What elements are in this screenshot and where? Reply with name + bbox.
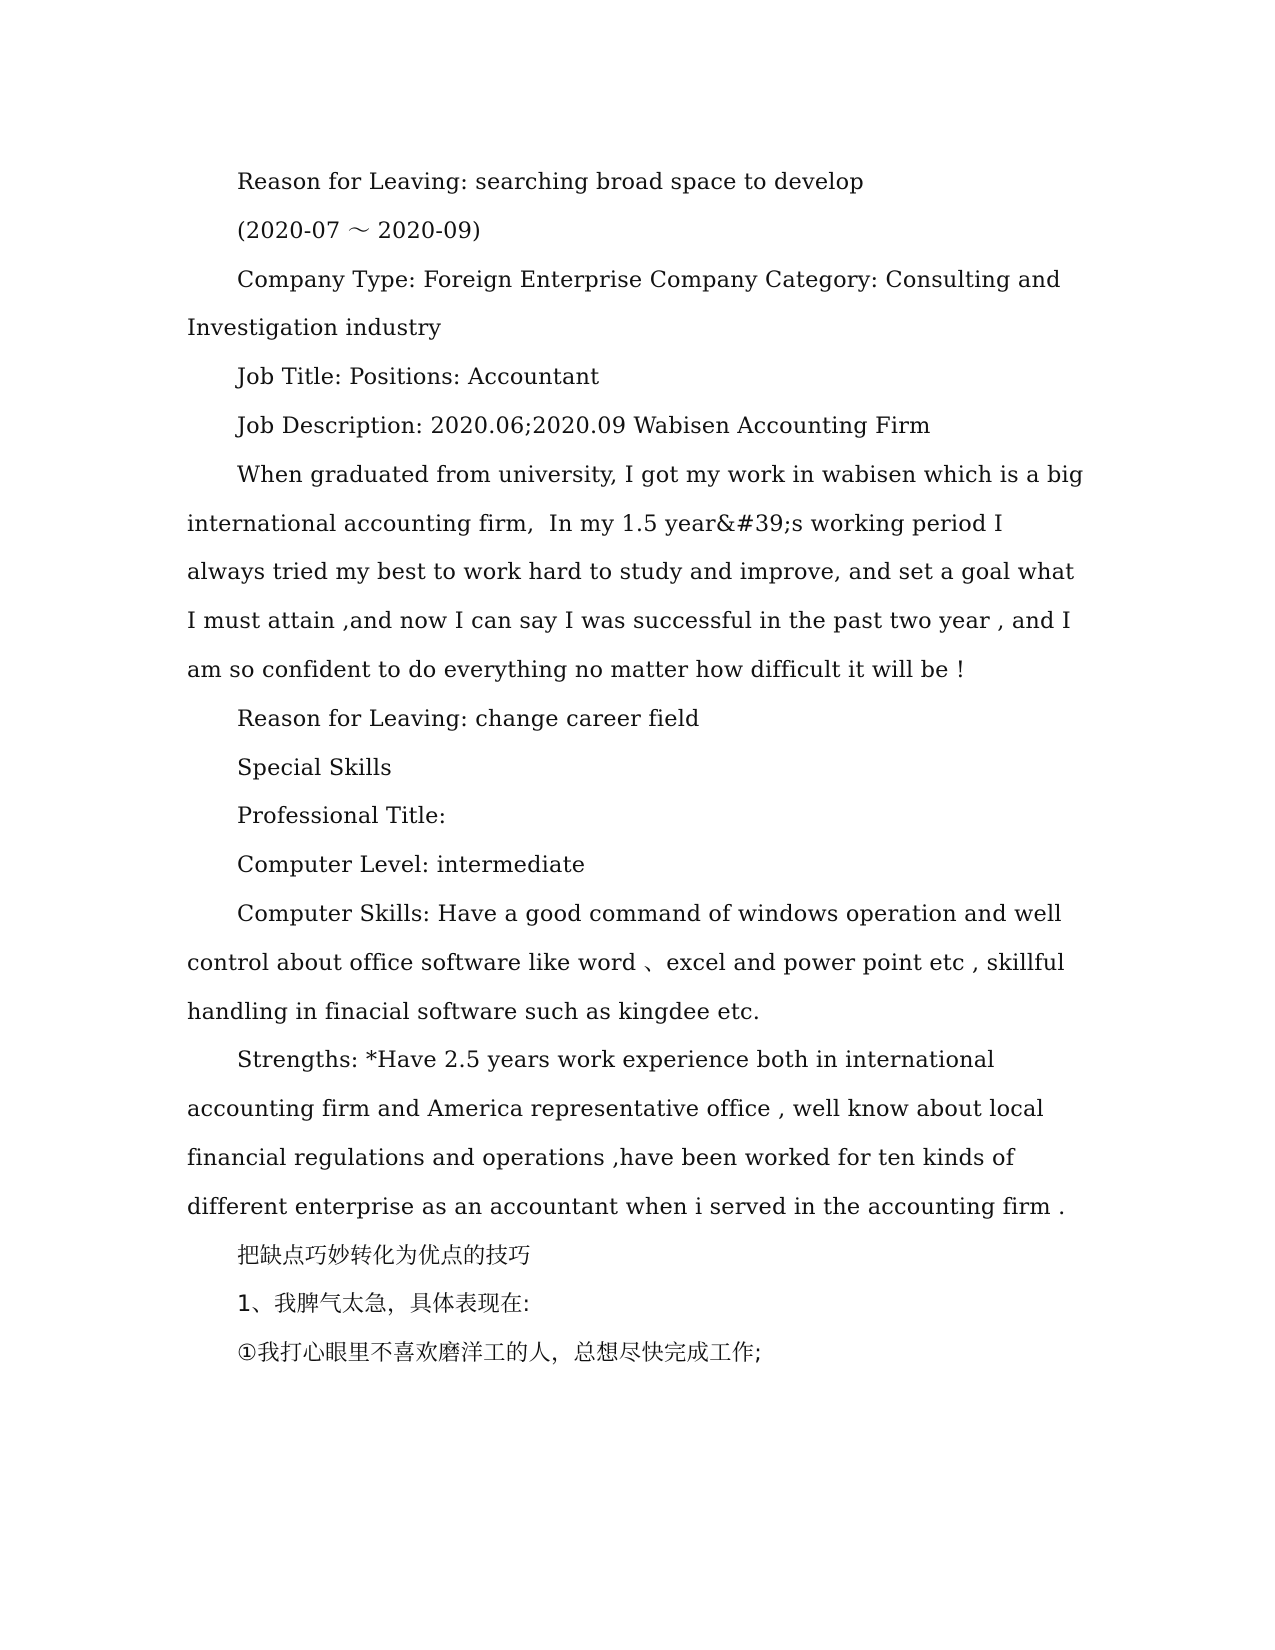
paragraph-computer-level: Computer Level: intermediate <box>237 852 586 879</box>
paragraph-reason-for-leaving-2: Reason for Leaving: change career field <box>237 705 700 732</box>
document-body <box>187 158 1091 1378</box>
paragraph-item-1: 1、我脾气太急，具体表现在: <box>237 1291 531 1318</box>
paragraph-company-type: Company Type: Foreign Enterprise Company Category: Consulting and Investigation industry <box>187 266 1068 342</box>
paragraph-job-title: Job Title: Positions: Accountant <box>237 364 600 391</box>
paragraph-special-skills: Special Skills <box>237 754 392 781</box>
paragraph-strengths: Strengths: *Have 2.5 years work experience both in international accounting firm and America representative office , well know about local financial regulations and operations ,have been worked for ten kinds of different enterprise as an accountant when i served in the accounting firm . <box>187 1047 1066 1220</box>
paragraph-professional-title: Professional Title: <box>237 803 447 830</box>
paragraph-computer-skills: Computer Skills: Have a good command of windows operation and well control about office software like word 、excel and power point etc , skillful handling in finacial software such as kingdee etc. <box>187 900 1073 1025</box>
paragraph-subitem-1: ①我打心眼里不喜欢磨洋工的人，总想尽快完成工作; <box>237 1340 763 1367</box>
paragraph-reason-for-leaving-1: Reason for Leaving: searching broad space to develop <box>237 169 864 195</box>
paragraph-work-experience: When graduated from university, I got my work in wabisen which is a big international accounting firm, In my 1.5 year&#39;s working period I always tried my best to work hard to study and improve, and set a goal what I must attain ,and now I can say I was successful in the past two year , and I am so confident to do everything no matter how difficult it will be ! <box>187 461 1091 683</box>
paragraph-date-range: (2020-07 ～ 2020-09) <box>237 217 481 244</box>
paragraph-heading-tips: 把缺点巧妙转化为优点的技巧 <box>237 1242 531 1269</box>
paragraph-job-description: Job Description: 2020.06;2020.09 Wabisen Accounting Firm <box>237 412 931 439</box>
